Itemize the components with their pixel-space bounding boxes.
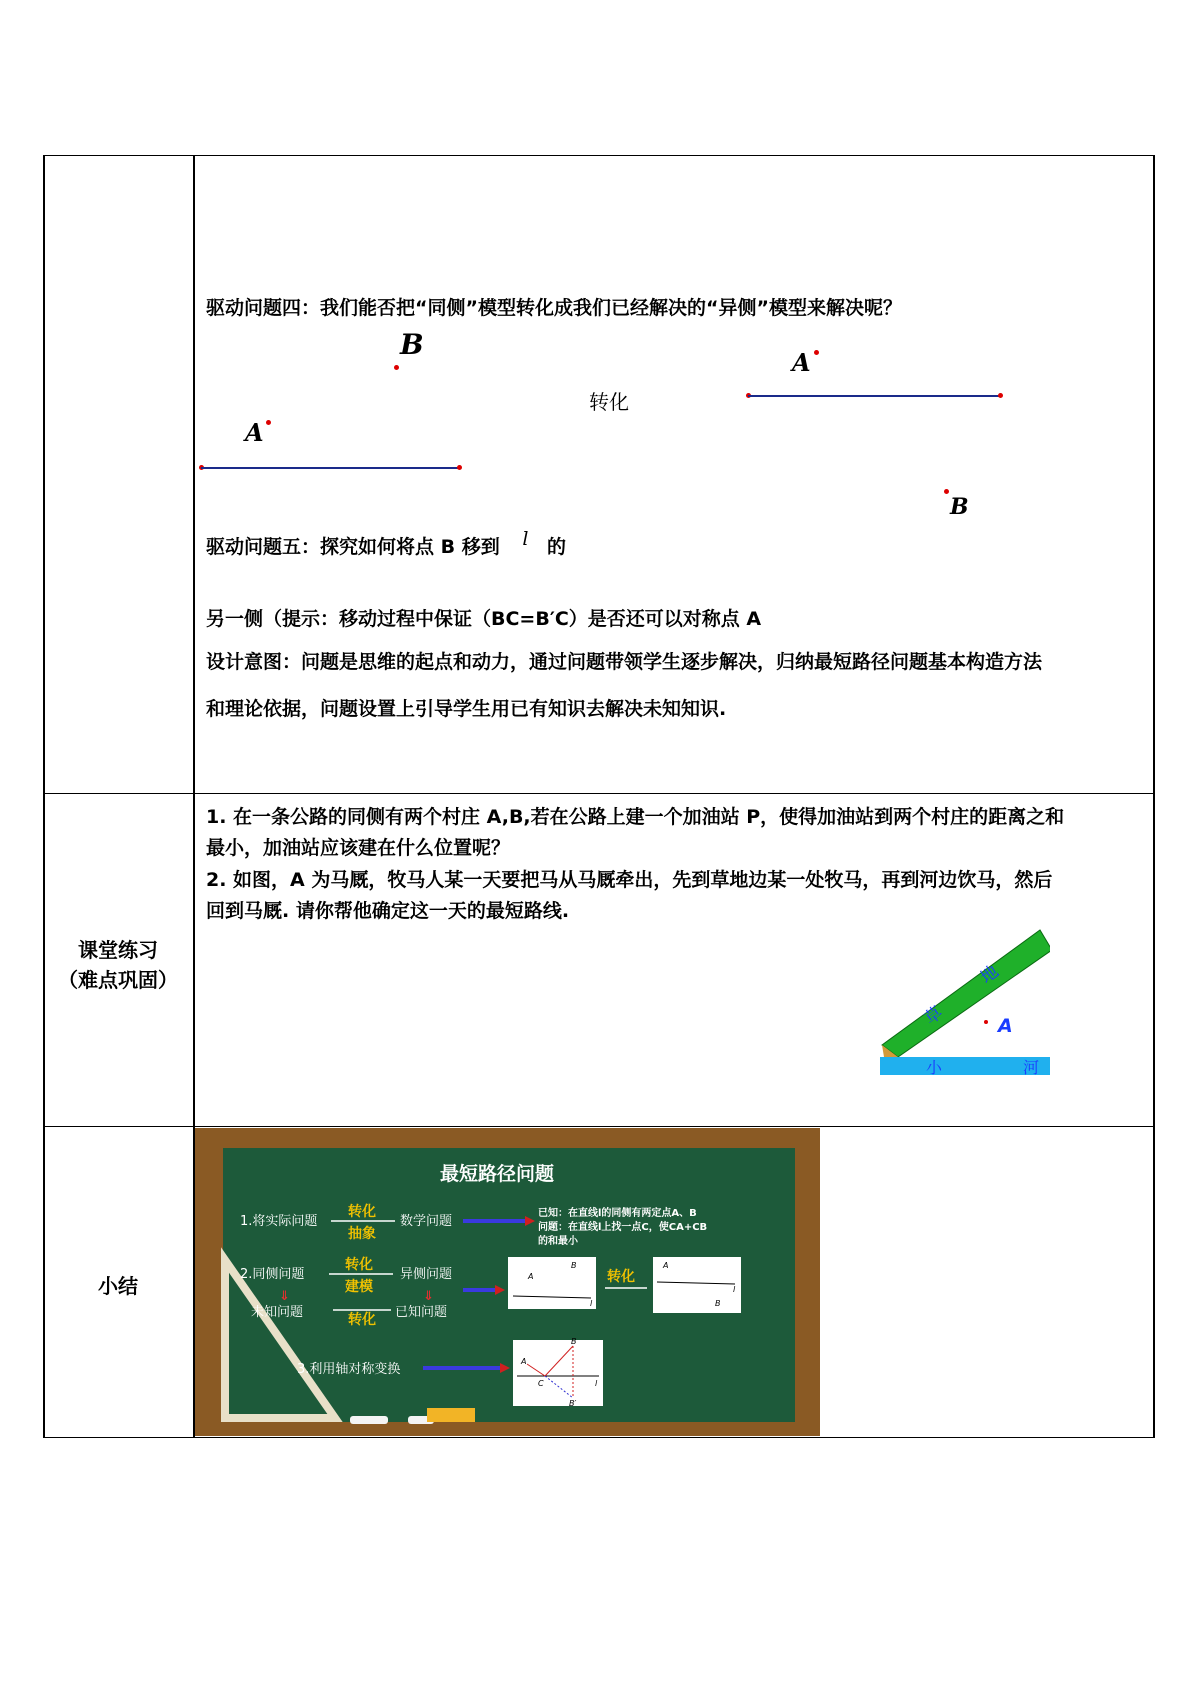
exercise-two-line-2: 回到马厩. 请你帮他确定这一天的最短路线. [206,900,570,922]
down-arrow-left: ⇓ [279,1289,290,1304]
point-a-stable [984,1020,988,1024]
label-a-stable: A [998,1015,1013,1037]
label-a-left: A [245,418,264,447]
fig3-b: B [571,1337,577,1346]
grass-label-1: 草 [920,1002,947,1029]
exercise-one-line-1: 1. 在一条公路的同侧有两个村庄 A,B,若在公路上建一个加油站 P，使得加油站到两个村庄的距离之和 [206,806,1065,828]
question-four: 驱动问题四：我们能否把“同侧”模型转化成我们已经解决的“异侧”模型来解决呢？ [206,297,902,319]
table-bottom-border [43,1437,1153,1438]
line-l-left [201,467,459,469]
fig3-b-prime: B′ [569,1399,577,1408]
step1-bottom: 抽象 [348,1226,376,1242]
fig2-l: l [733,1285,736,1294]
table-top-border [43,155,1153,156]
step2b-mid: 转化 [348,1312,376,1328]
grass-label-2: 地 [976,961,1003,988]
step1-right: 数学问题 [400,1214,453,1229]
line-l-right [748,395,1001,397]
river-label-1: 小 [926,1058,943,1075]
fig3-l: l [595,1379,598,1388]
board-title: 最短路径问题 [440,1163,555,1185]
design-intent-line-1: 设计意图：问题是思维的起点和动力，通过问题带领学生逐步解决，归纳最短路径问题基本构造方法 [206,651,1043,673]
step2-top: 转化 [345,1257,373,1273]
fig1-b: B [571,1261,577,1270]
step2-bottom: 建模 [345,1279,373,1295]
transform-label: 转化 [589,390,629,414]
eraser [427,1408,475,1422]
row-label-practice: 课堂练习 [78,938,158,962]
question-five-continued: 另一侧（提示：移动过程中保证（BC=B′C）是否还可以对称点 A [206,608,762,630]
point-a-left [266,420,271,425]
fig3-c: C [538,1379,544,1388]
point-b-left [394,365,399,370]
fig2-b: B [715,1299,721,1308]
grass-river-figure [870,920,1050,1075]
row-label-summary: 小结 [98,1274,138,1298]
summary-chalkboard [195,1128,820,1436]
down-arrow-right: ⇓ [423,1289,434,1304]
step2-right: 异侧问题 [400,1267,453,1282]
question-five: 驱动问题五：探究如何将点 B 移到 l 的 [206,528,567,558]
fig3-a: A [521,1357,527,1366]
mid-transform: 转化 [607,1269,635,1285]
row-divider-2 [43,1126,1153,1127]
step2-left: 2.同侧问题 [240,1267,305,1282]
grass-strip [882,930,1050,1057]
point-a-right [814,350,819,355]
label-a-right: A [792,348,811,377]
label-b-right: B [950,494,969,520]
point-b-right [944,489,949,494]
exercise-two-line-1: 2. 如图，A 为马厩，牧马人某一天要把马从马厩牵出，先到草地边某一处牧马，再到河边饮马，然后 [206,869,1053,891]
step1-left: 1.将实际问题 [240,1214,318,1229]
step3: 3.利用轴对称变换 [297,1362,401,1377]
known-line-2: 问题：在直线l上找一点C，使CA+CB [538,1222,708,1233]
chalk-1 [350,1416,388,1424]
fig1-l: l [590,1299,593,1308]
fig1-a: A [528,1272,534,1281]
exercise-one-line-2: 最小，加油站应该建在什么位置呢？ [206,837,511,859]
design-intent-line-2: 和理论依据，问题设置上引导学生用已有知识去解决未知知识. [206,698,727,720]
line-endpoint-right-2 [998,393,1003,398]
fig2-a: A [663,1261,669,1270]
figure-reflection [513,1340,603,1406]
known-line-1: 已知：在直线l的同侧有两定点A、B [538,1208,697,1219]
line-l-symbol: l [522,528,529,550]
row-divider-1 [43,793,1153,794]
label-b-left: B [400,328,424,361]
known-problem: 已知问题 [395,1305,448,1320]
unknown-problem: 未知问题 [251,1305,304,1320]
known-line-3: 的和最小 [538,1236,578,1247]
figure-same-side [508,1257,596,1309]
step1-top: 转化 [348,1204,376,1220]
river-label-2: 河 [1023,1058,1040,1075]
line-endpoint-left-2 [457,465,462,470]
row-label-practice-sub: （难点巩固） [58,968,178,992]
